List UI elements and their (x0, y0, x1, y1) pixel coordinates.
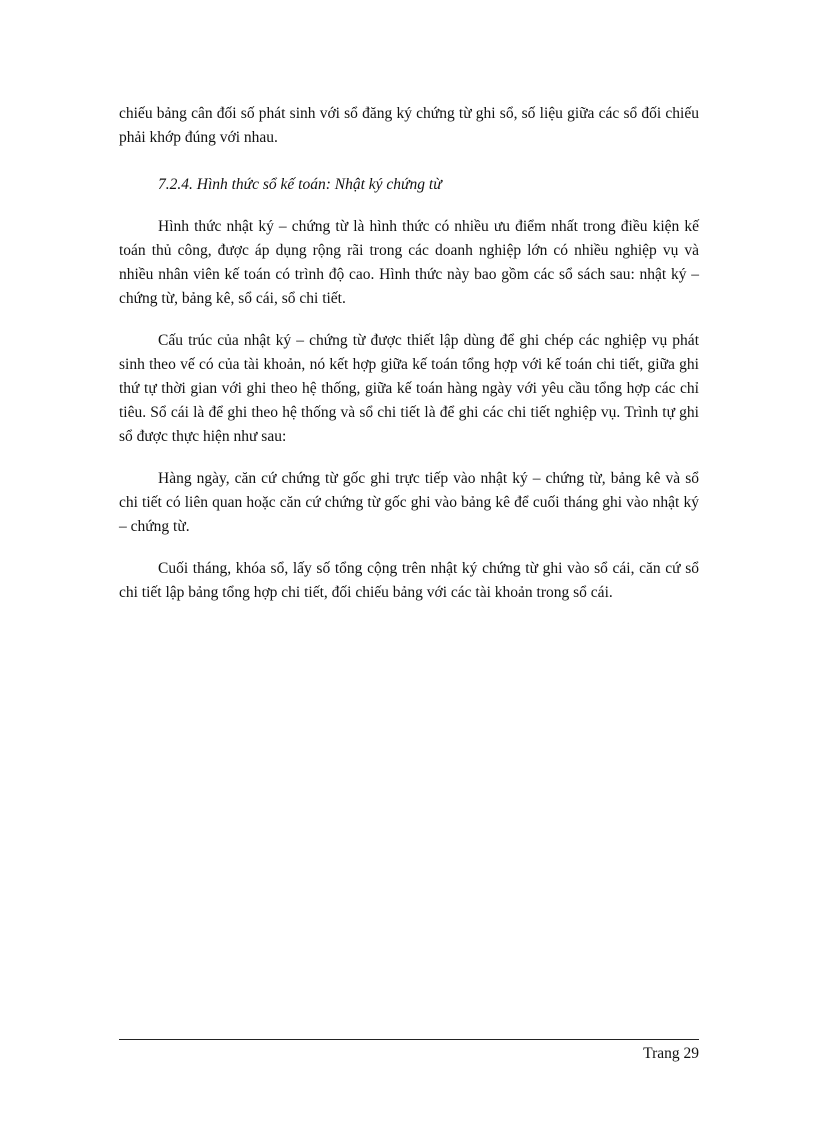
footer-divider (119, 1039, 699, 1040)
page-number: Trang 29 (643, 1045, 699, 1062)
paragraph-2: Cấu trúc của nhật ký – chứng từ được thiết lập dùng để ghi chép các nghiệp vụ phát sinh theo vế có của tài khoản, nó kết hợp giữa kế toán tổng hợp với kế toán chi tiết, giữa ghi thứ tự thời gian với ghi theo hệ thống, giữa kế toán hàng ngày với yêu cầu tổng hợp các chỉ tiêu. Sổ cái là để ghi theo hệ thống và sổ chi tiết là để ghi các chi tiết nghiệp vụ. Trình tự ghi sổ được thực hiện như sau: (119, 332, 699, 445)
paragraph-4: Cuối tháng, khóa sổ, lấy số tổng cộng trên nhật ký chứng từ ghi vào sổ cái, căn cứ sổ chi tiết lập bảng tổng hợp chi tiết, đối chiếu bảng với các tài khoản trong sổ cái. (119, 560, 699, 601)
section-heading: 7.2.4. Hình thức sổ kế toán: Nhật ký chứng từ (158, 176, 442, 193)
paragraph-continued: chiếu bảng cân đối số phát sinh với sổ đăng ký chứng từ ghi sổ, số liệu giữa các sổ đối chiếu phải khớp đúng với nhau. (119, 105, 699, 146)
paragraph-1: Hình thức nhật ký – chứng từ là hình thức có nhiều ưu điểm nhất trong điều kiện kế toán thủ công, được áp dụng rộng rãi trong các doanh nghiệp lớn có nhiều nghiệp vụ và nhiều nhân viên kế toán có trình độ cao. Hình thức này bao gồm các sổ sách sau: nhật ký – chứng từ, bảng kê, sổ cái, sổ chi tiết. (119, 218, 699, 307)
page-body (119, 102, 699, 605)
paragraph-3: Hàng ngày, căn cứ chứng từ gốc ghi trực tiếp vào nhật ký – chứng từ, bảng kê và sổ chi tiết có liên quan hoặc căn cứ chứng từ gốc ghi vào bảng kê để cuối tháng ghi vào nhật ký – chứng từ. (119, 470, 699, 535)
